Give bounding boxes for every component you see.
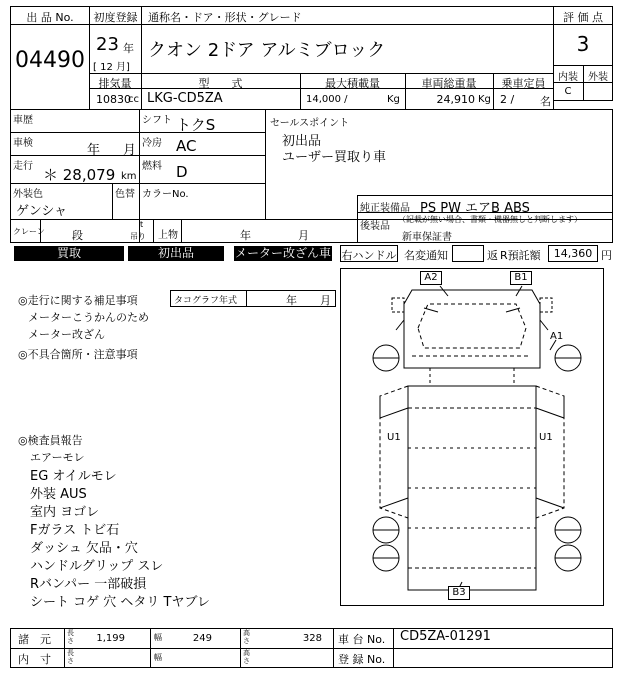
mark-b3: B3 <box>448 586 470 600</box>
inspector-line-8: Rバンパー 一部破損 <box>30 577 147 592</box>
inspection-month: 月 <box>123 143 137 158</box>
upper-month: 月 <box>298 229 309 242</box>
warranty: 新車保証書 <box>402 232 452 243</box>
reg-label: 初度登録 <box>93 11 138 24</box>
sales-point-1: 初出品 <box>282 134 322 149</box>
name-change-label: 名変通知 <box>404 249 448 262</box>
color-code-label: 色替 <box>115 189 135 200</box>
aftermarket-label: 後装品 <box>360 221 390 232</box>
sales-point-2: ユーザー買取り車 <box>282 150 387 165</box>
mark-u1-right: U1 <box>539 432 553 443</box>
length-label: 長さ <box>67 629 74 645</box>
crane-label: クレーン <box>13 227 45 236</box>
purchase-badge: 買取 <box>14 246 124 261</box>
interior-length-label: 長さ <box>67 649 74 665</box>
exterior-label: 外装 <box>588 72 608 83</box>
fuel-label: 燃料 <box>142 161 162 172</box>
chassis-value: CD5ZA-01291 <box>400 629 491 644</box>
interior-label: 内装 <box>558 72 578 83</box>
displacement-label: 排気量 <box>98 77 132 90</box>
upper-year: 年 <box>240 229 251 242</box>
inspector-line-7: ハンドルグリップ スレ <box>30 559 164 574</box>
mileage-label: 走行 <box>13 161 33 172</box>
tacho-label: タコグラフ年式 <box>174 296 238 306</box>
defects-header: ◎不具合箇所・注意事項 <box>18 348 138 361</box>
interior-width-label: 幅 <box>154 653 162 662</box>
width-label: 幅 <box>154 633 162 642</box>
upper-label: 上物 <box>158 230 178 241</box>
displacement-value: 10830 <box>96 93 131 106</box>
lot-number: 04490 <box>15 48 85 73</box>
first-listing-badge: 初出品 <box>128 246 224 261</box>
lot-label: 出 品 No. <box>26 11 74 24</box>
max-load-label: 最大積載量 <box>325 77 380 90</box>
inspector-header: ◎検査員報告 <box>18 434 83 447</box>
mileage-value: ＊ 28,079 <box>43 166 116 184</box>
length-value: 1,199 <box>96 633 125 644</box>
reg-month: [ 12 月] <box>93 62 130 73</box>
interior-height-label: 高さ <box>243 649 250 665</box>
model-label: 型 式 <box>198 77 243 90</box>
fuel-value: D <box>176 163 188 181</box>
return-label: 返 <box>487 249 498 262</box>
capacity-label: 乗車定員 <box>501 77 546 90</box>
gross-weight-unit: Kg <box>478 94 491 105</box>
equipment-label: 純正装備品 <box>360 203 410 214</box>
gross-weight-label: 車両総重量 <box>421 77 477 90</box>
interior-dims-label: 内 寸 <box>18 653 51 666</box>
inspection-year: 年 <box>87 143 101 158</box>
inspector-line-5: Fガラス トビ石 <box>30 523 120 538</box>
capacity-unit: 名 <box>540 95 551 108</box>
aftermarket-note: （記載が無い場合、書類・機器無しと判断します） <box>398 215 582 224</box>
remaining-value: 14,360 <box>553 247 593 260</box>
mileage-unit: km <box>121 171 137 182</box>
reg-year: 23 <box>96 34 119 55</box>
remaining-label: R預託額 <box>500 249 541 262</box>
truck-diagram <box>340 268 604 606</box>
name-label: 通称名・ドア・形状・グレード <box>148 11 302 24</box>
crane-lift: 吊り <box>130 232 146 241</box>
capacity-value: 2 / <box>500 93 515 106</box>
color-no-label: カラーNo. <box>142 189 189 200</box>
equipment-value: PS PW エアB ABS <box>420 201 530 216</box>
year-unit: 年 <box>123 42 134 55</box>
registration-label: 登 録 No. <box>338 653 386 666</box>
inspector-line-9: シート コゲ 穴 ヘタリ Tヤブレ <box>30 595 210 610</box>
inspector-line-1: エアーモレ <box>30 451 85 464</box>
supplement-header: ◎走行に関する補足事項 <box>18 294 138 307</box>
color-value: ゲンシャ <box>16 204 68 219</box>
gross-weight-value: 24,910 <box>436 93 475 106</box>
aircon-label: 冷房 <box>142 138 162 149</box>
aircon-value: AC <box>176 137 197 155</box>
crane-t: t <box>140 220 144 229</box>
crane-stage: 段 <box>72 229 83 242</box>
height-label: 高さ <box>243 629 250 645</box>
sales-label: セールスポイント <box>270 118 350 129</box>
displacement-unit: cc <box>128 94 139 105</box>
steering-value: 右ハンドル <box>341 249 397 262</box>
height-value: 328 <box>302 633 322 644</box>
inspector-line-2: EG オイルモレ <box>30 469 117 484</box>
shift-label: シフト <box>142 115 172 126</box>
tacho-year: 年 <box>286 294 297 307</box>
history-label: 車歴 <box>13 115 33 126</box>
tacho-month: 月 <box>320 294 331 307</box>
mark-a1: A1 <box>550 331 564 342</box>
inspector-line-3: 外装 AUS <box>30 487 87 502</box>
interior-grade: C <box>564 86 572 97</box>
mark-u1-left: U1 <box>387 432 401 443</box>
width-value: 249 <box>192 633 212 644</box>
mark-b1: B1 <box>510 271 532 285</box>
inspection-label: 車検 <box>13 138 33 149</box>
yen-label: 円 <box>601 249 612 262</box>
shift-value: トクS <box>176 116 216 134</box>
supplement-line-1: メーターこうかんのため <box>28 311 149 324</box>
mark-a2: A2 <box>420 271 442 285</box>
max-load-value: 14,000 / <box>306 94 348 105</box>
grade-label: 評 価 点 <box>563 11 603 24</box>
max-load-unit: Kg <box>387 94 400 105</box>
name-change-checkbox <box>452 245 484 262</box>
inspector-line-6: ダッシュ 欠品・穴 <box>30 541 138 556</box>
model-value: LKG-CD5ZA <box>147 91 223 106</box>
car-name: クオン 2ドア アルミブロック <box>148 40 386 61</box>
inspector-line-4: 室内 ヨゴレ <box>30 505 100 520</box>
supplement-line-2: メーター改ざん <box>28 328 105 341</box>
meter-tamper-badge: メーター改ざん車 <box>234 246 331 260</box>
dims-label: 諸 元 <box>18 633 51 646</box>
chassis-label: 車 台 No. <box>338 633 386 646</box>
grade-value: 3 <box>576 32 590 56</box>
color-label: 外装色 <box>13 189 43 200</box>
